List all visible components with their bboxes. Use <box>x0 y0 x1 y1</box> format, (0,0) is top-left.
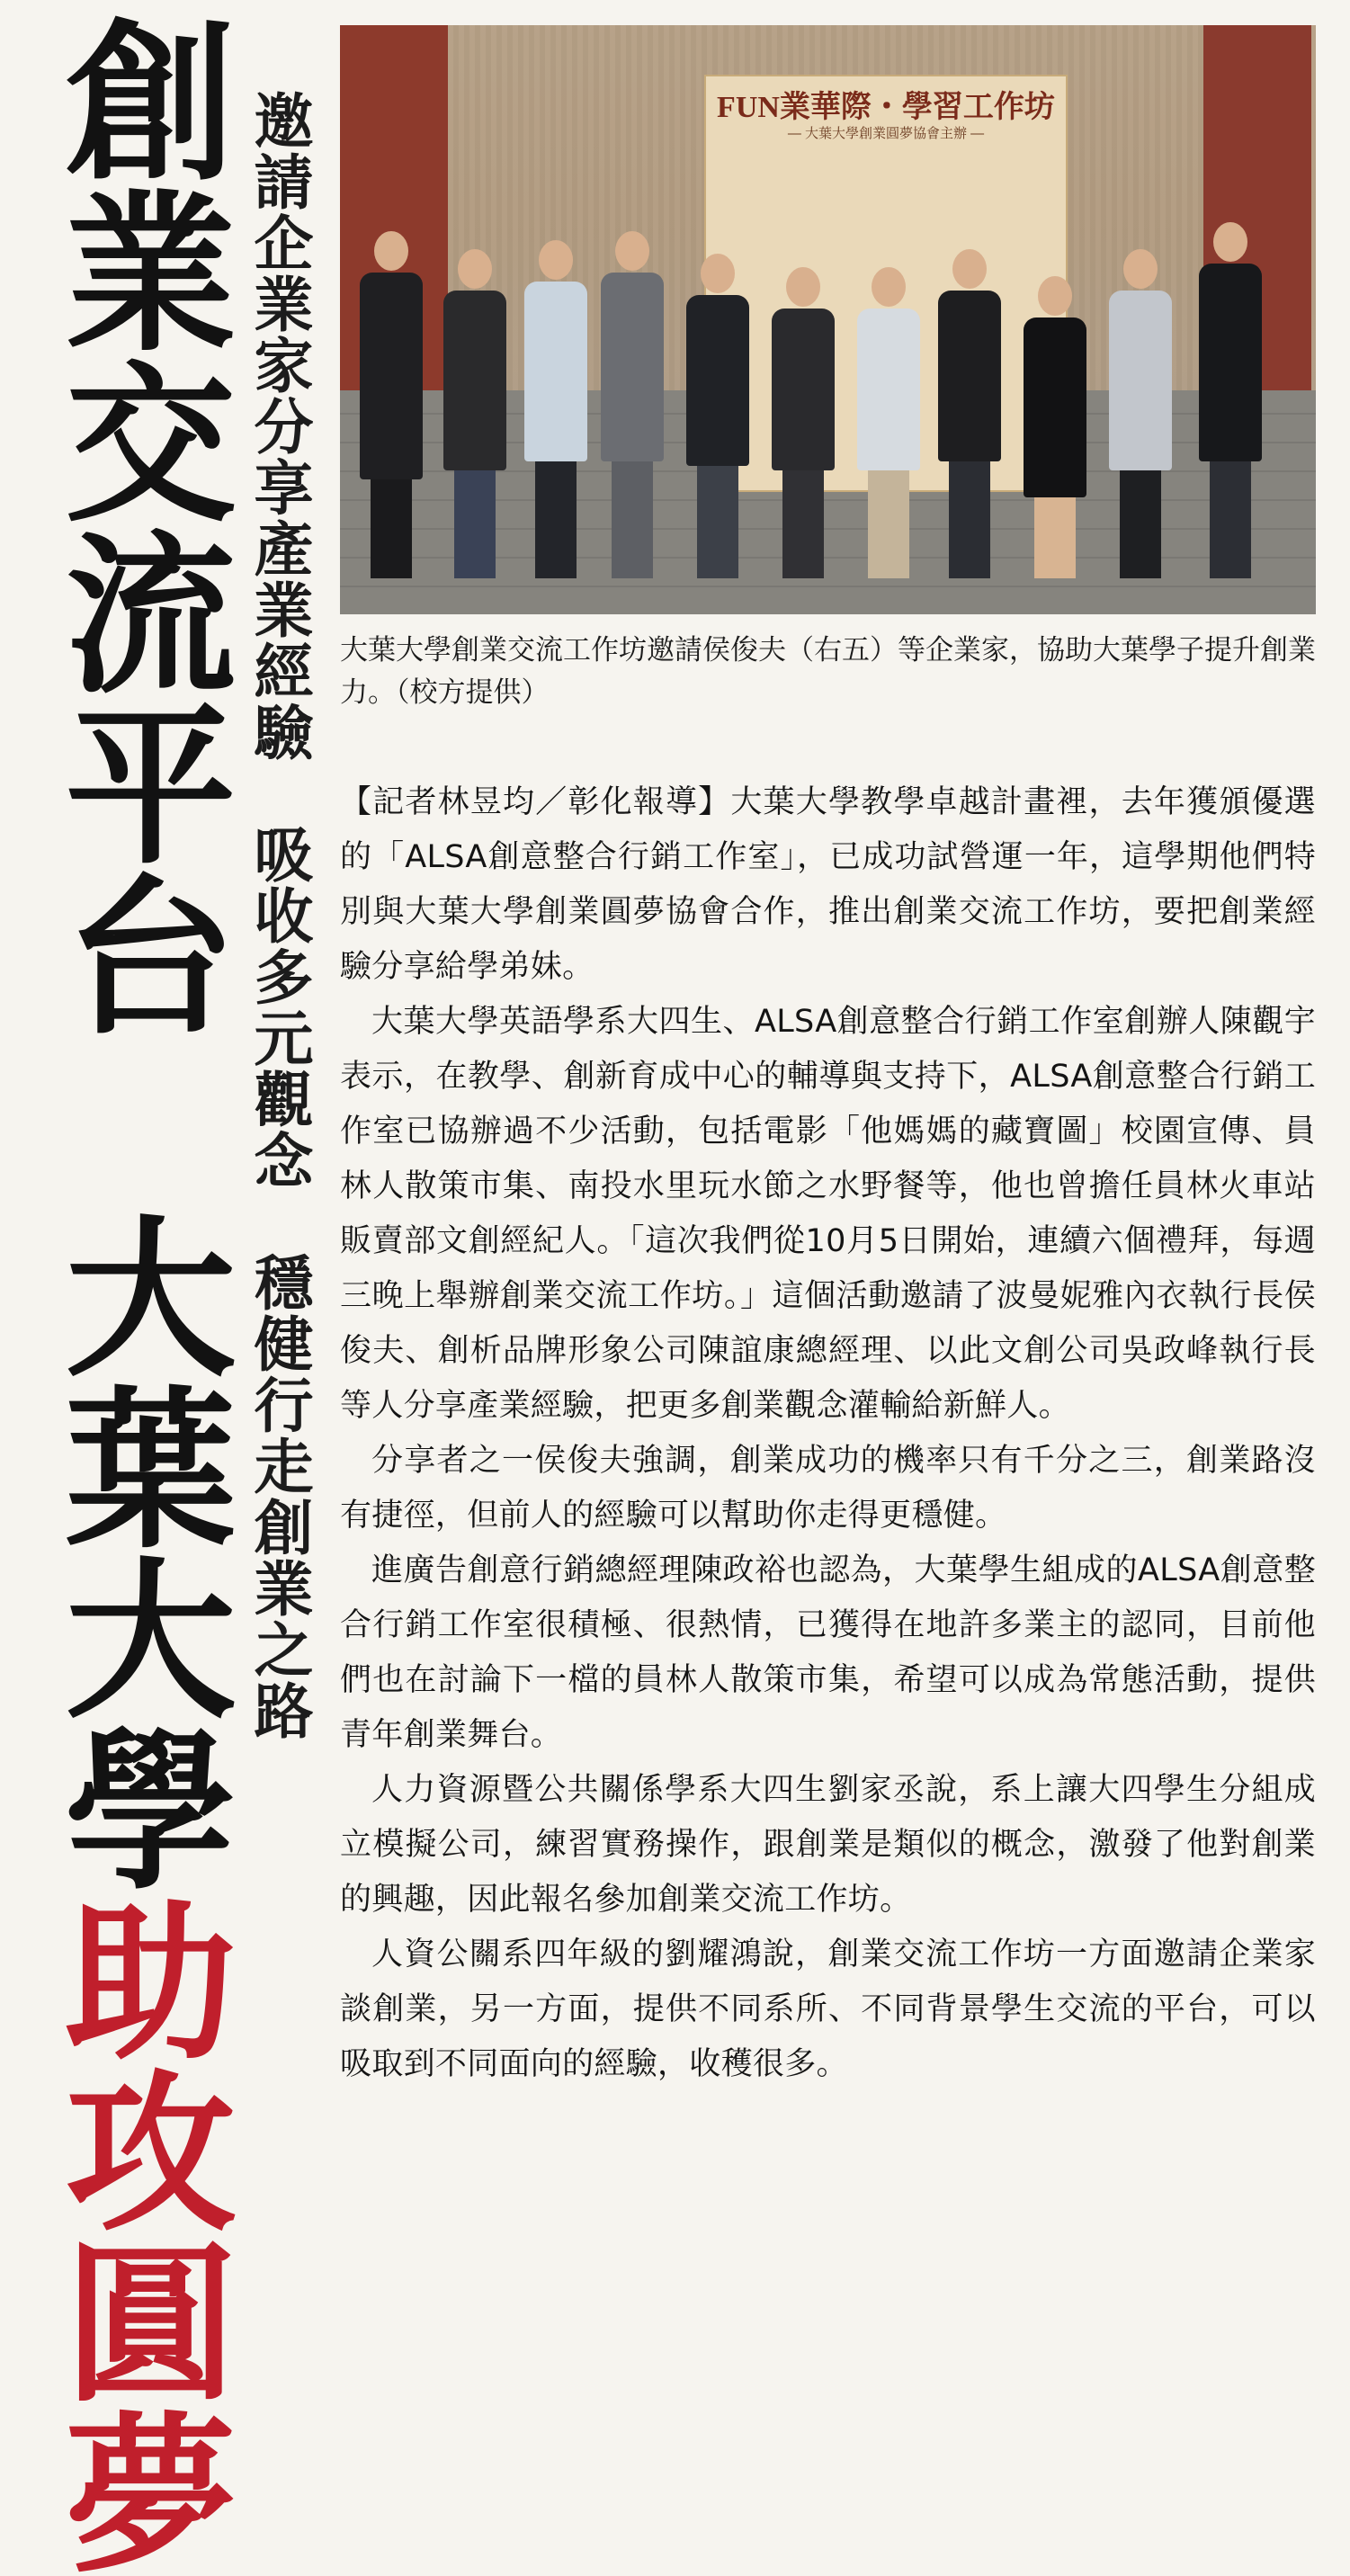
article-paragraph: 分享者之一侯俊夫強調，創業成功的機率只有千分之三，創業路沒有捷徑，但前人的經驗可以幫助你走得更穩健。 <box>340 1443 1316 1534</box>
headline <box>16 13 236 2576</box>
photo-person <box>601 231 664 578</box>
article-paragraph: 大葉大學英語學系大四生、ALSA創意整合行銷工作室創辦人陳觀宇表示，在教學、創新育成中心的輔導與支持下，ALSA創意整合行銷工作室已協辦過不少活動，包括電影「他媽媽的藏寶圖」校園宣傳、員林人散策市集、南投水里玩水節之水野餐等，他也曾擔任員林火車站販賣部文創經紀人。「這次我們從10月5日開始，連續六個禮拜，每週三晚上舉辦創業交流工作坊。」這個活動邀請了波曼妮雅內衣執行長侯俊夫、創析品牌形象公司陳誼康總經理、以此文創公司吳政峰執行長等人分享產業經驗，把更多創業觀念灌輸給新鮮人。 <box>340 1004 1316 1424</box>
photo-person <box>443 249 506 578</box>
photo-person <box>772 267 835 578</box>
article-paragraph: 進廣告創意行銷總經理陳政裕也認為，大葉學生組成的ALSA創意整合行銷工作室很積極、很熱情，已獲得在地許多業主的認同，目前他們也在討論下一檔的員林人散策市集，希望可以成為常態活動，提供青年創業舞台。 <box>340 1552 1316 1753</box>
photo-person <box>686 254 749 578</box>
photo-person <box>1024 276 1086 578</box>
photo-person <box>524 240 587 578</box>
article-paragraph: 人力資源暨公共關係學系大四生劉家丞說，系上讓大四學生分組成立模擬公司，練習實務操作，跟創業是類似的概念，激發了他對創業的興趣，因此報名參加創業交流工作坊。 <box>340 1772 1316 1918</box>
photo-person <box>360 231 423 578</box>
photo-person <box>1199 222 1262 578</box>
article-paragraph: 人資公關系四年級的劉耀鴻說，創業交流工作坊一方面邀請企業家談創業，另一方面，提供不同系所、不同背景學生交流的平台，可以吸取到不同面向的經驗，收穫很多。 <box>340 1936 1316 2082</box>
photo-person <box>1109 249 1172 578</box>
photo-person <box>857 267 920 578</box>
headline-black-part: 創業交流平台 大葉大學 <box>37 13 236 1892</box>
subheadline: 邀請企業家分享產業經驗 吸收多元觀念 穩健行走創業之路 <box>244 90 313 1741</box>
news-photo <box>340 25 1316 614</box>
photo-caption: 大葉大學創業交流工作坊邀請侯俊夫（右五）等企業家，協助大葉學子提升創業力。（校方提供） <box>340 634 1316 709</box>
article-paragraph: 【記者林昱均／彰化報導】大葉大學教學卓越計畫裡，去年獲頒優選的「ALSA創意整合行銷工作室」，已成功試營運一年，這學期他們特別與大葉大學創業圓夢協會合作，推出創業交流工作坊，要把創業經驗分享給學弟妹。 <box>340 784 1316 985</box>
headline-red-part: 助攻圓夢 <box>37 1892 236 2576</box>
banner-subtitle: — 大葉大學創業圓夢協會主辦 — <box>787 126 985 141</box>
banner-title: FUN業華際・學習工作坊 <box>717 91 1055 124</box>
article-body <box>340 775 1316 2092</box>
photo-person <box>938 249 1001 578</box>
